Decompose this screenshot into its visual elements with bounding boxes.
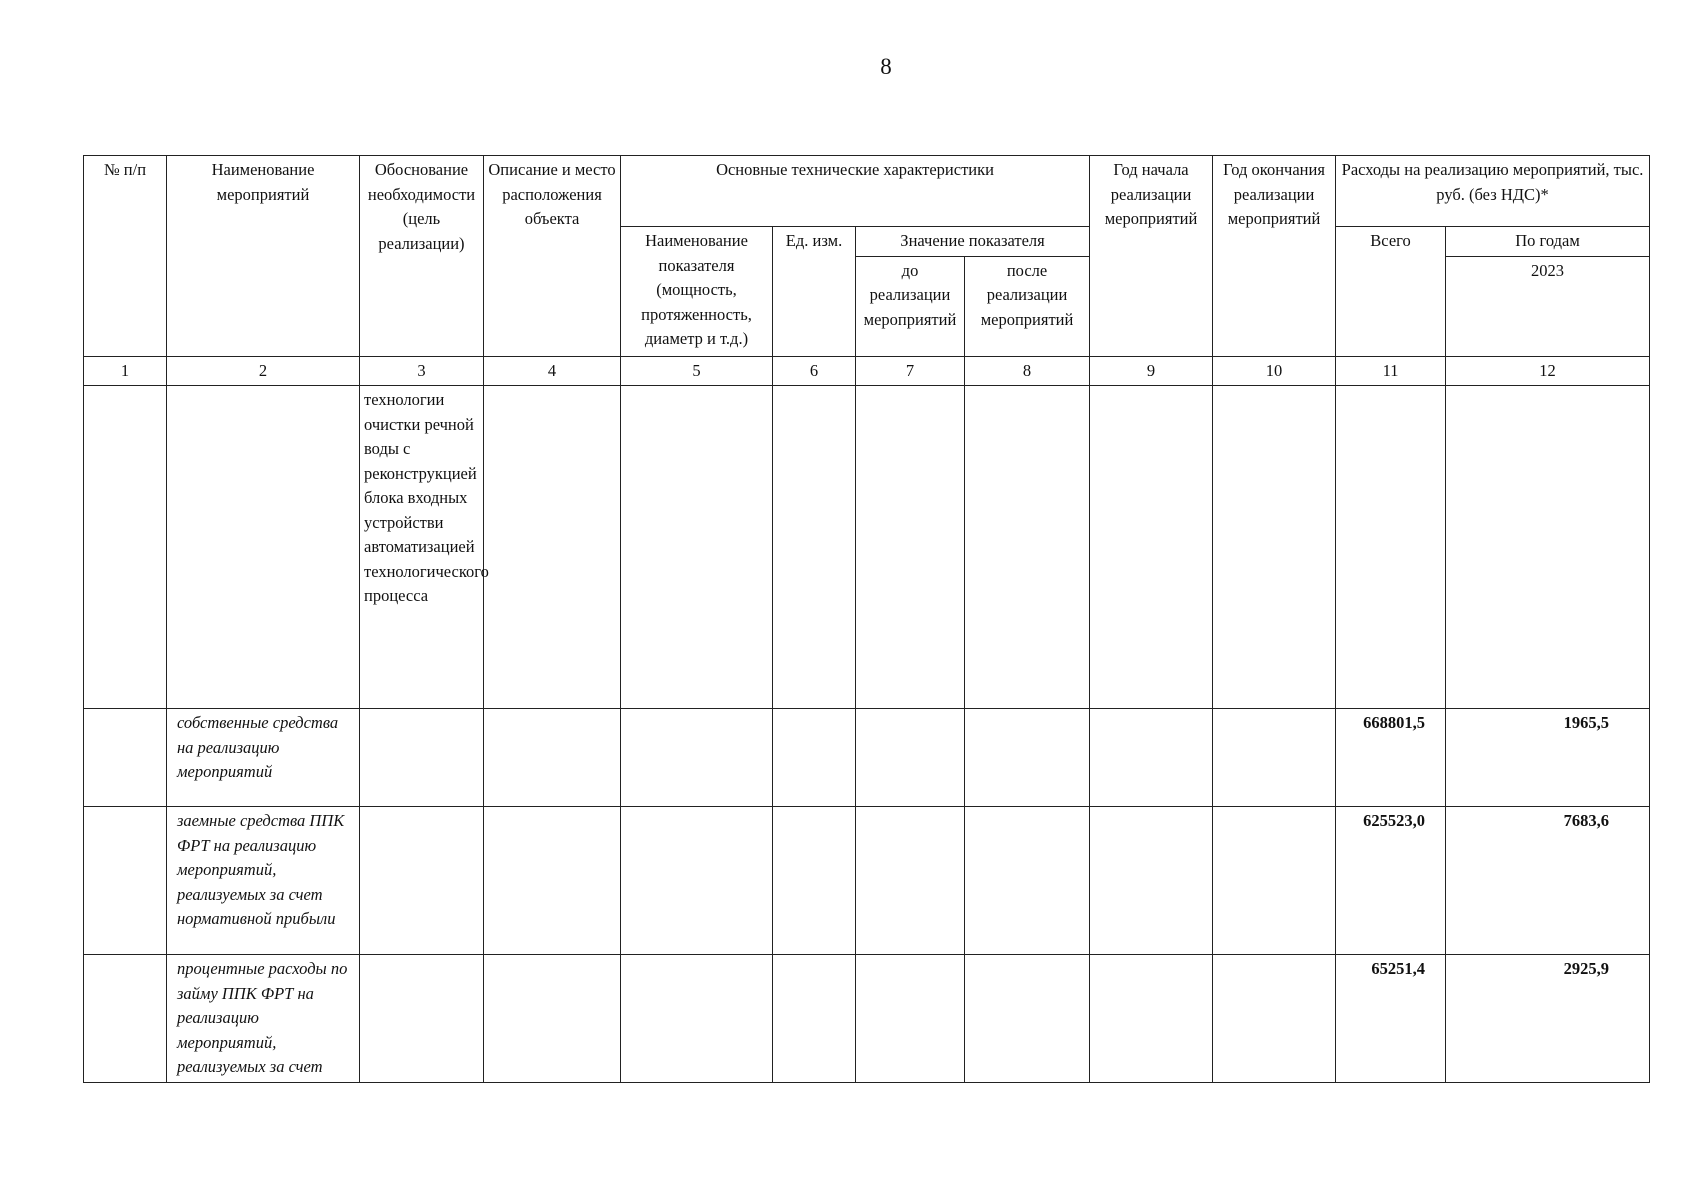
row-number [84,386,167,709]
empty-cell [965,955,1090,1083]
page-number: 8 [880,54,892,79]
column-number: 3 [360,356,484,386]
empty-cell [1213,386,1336,709]
empty-cell [1213,709,1336,807]
row-name [167,386,360,709]
row-name: процентные расходы по займу ППК ФРТ на реализацию мероприятий, реализуемых за счет [167,955,360,1083]
row-total: 668801,5 [1336,709,1446,807]
empty-cell [484,709,621,807]
empty-cell [1090,955,1213,1083]
empty-cell [773,807,856,955]
row-justification [360,955,484,1083]
row-justification: технологии очистки речной воды с реконструкцией блока входных устройстви автоматизацией технологического процесса [360,386,484,709]
header-col-9: Год начала реализации мероприятий [1090,156,1213,357]
empty-cell [621,709,773,807]
row-2023: 2925,9 [1446,955,1650,1083]
table-row [84,807,1650,955]
column-number: 2 [167,356,360,386]
table-row [84,386,1650,709]
empty-cell [621,386,773,709]
row-total: 625523,0 [1336,807,1446,955]
row-justification [360,709,484,807]
empty-cell [965,386,1090,709]
empty-cell [1213,807,1336,955]
header-value-group: Значение показателя [856,227,1090,257]
column-number: 1 [84,356,167,386]
empty-cell [621,955,773,1083]
column-number: 4 [484,356,621,386]
empty-cell [773,709,856,807]
empty-cell [856,807,965,955]
row-2023 [1446,386,1650,709]
row-name: заемные средства ППК ФРТ на реализацию мероприятий, реализуемых за счет нормативной прибыли [167,807,360,955]
column-number: 6 [773,356,856,386]
activities-table [83,155,1650,1083]
row-name: собственные средства на реализацию мероприятий [167,709,360,807]
header-col-4: Описание и место расположения объекта [484,156,621,357]
column-number: 10 [1213,356,1336,386]
empty-cell [773,386,856,709]
empty-cell [1090,807,1213,955]
row-justification [360,807,484,955]
header-cost-group: Расходы на реализацию мероприятий, тыс. руб. (без НДС)* [1336,156,1650,227]
empty-cell [1213,955,1336,1083]
header-row-1 [84,156,1650,227]
column-number: 9 [1090,356,1213,386]
header-tech-group: Основные технические характеристики [621,156,1090,227]
empty-cell [484,955,621,1083]
column-number: 7 [856,356,965,386]
row-2023: 1965,5 [1446,709,1650,807]
column-number: 11 [1336,356,1446,386]
row-number [84,709,167,807]
table-row [84,709,1650,807]
header-col-10: Год окончания реализации мероприятий [1213,156,1336,357]
empty-cell [856,386,965,709]
row-number [84,955,167,1083]
header-by-years: По годам [1446,227,1650,257]
empty-cell [773,955,856,1083]
empty-cell [484,807,621,955]
header-col-7: до реализации мероприятий [856,256,965,356]
header-col-2: Наименование мероприятий [167,156,360,357]
empty-cell [1090,709,1213,807]
column-numbers-row [84,356,1650,386]
empty-cell [1090,386,1213,709]
header-col-11: Всего [1336,227,1446,357]
row-number [84,807,167,955]
empty-cell [856,955,965,1083]
header-col-1: № п/п [84,156,167,357]
row-total [1336,386,1446,709]
header-col-5: Наименование показателя (мощность, протяженность, диаметр и т.д.) [621,227,773,357]
row-2023: 7683,6 [1446,807,1650,955]
header-year-2023: 2023 [1446,256,1650,356]
header-col-6: Ед. изм. [773,227,856,357]
empty-cell [484,386,621,709]
column-number: 8 [965,356,1090,386]
empty-cell [621,807,773,955]
empty-cell [856,709,965,807]
column-number: 5 [621,356,773,386]
header-col-8: после реализации мероприятий [965,256,1090,356]
empty-cell [965,807,1090,955]
row-total: 65251,4 [1336,955,1446,1083]
header-col-3: Обоснование необходимости (цель реализации) [360,156,484,357]
column-number: 12 [1446,356,1650,386]
empty-cell [965,709,1090,807]
table-row [84,955,1650,1083]
